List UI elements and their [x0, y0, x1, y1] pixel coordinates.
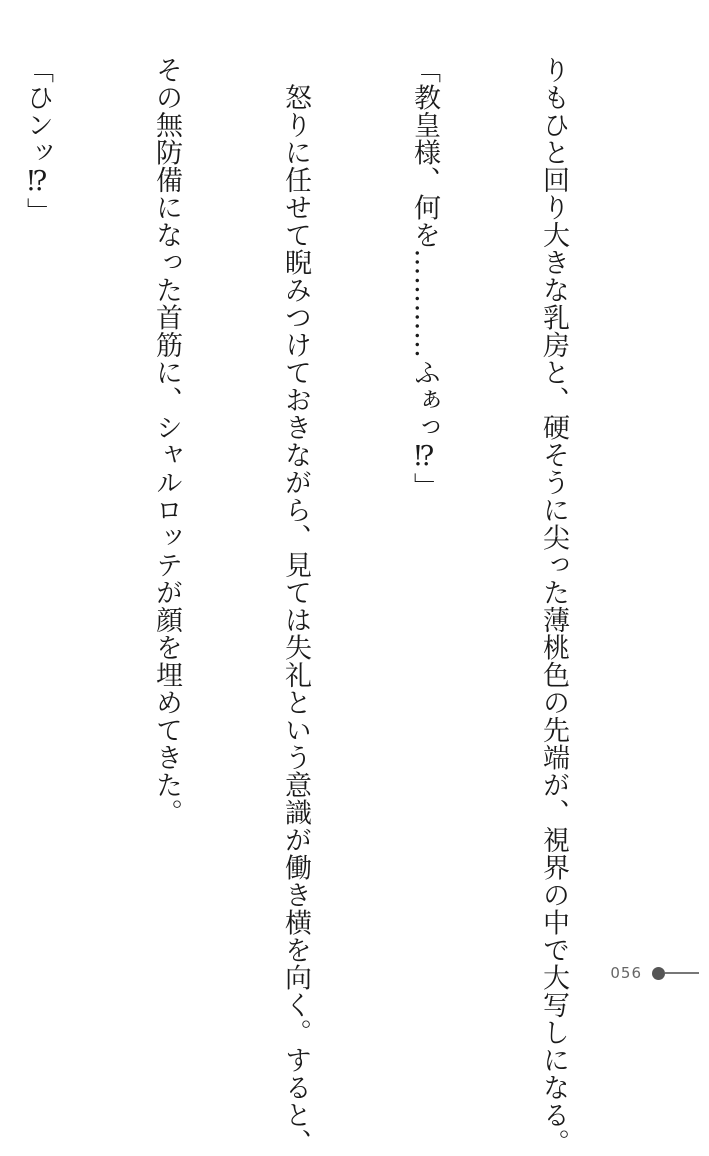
text-line: 「教皇様、何を…………ふぁっ⁉」 [409, 56, 440, 500]
footer-dot-icon [652, 967, 665, 980]
page-number: 056 [610, 964, 642, 982]
page-footer [610, 964, 699, 982]
footer-rule [665, 972, 699, 974]
text-line: その無防備になった首筋に、シャルロッテが顔を埋めてきた。 [151, 56, 182, 826]
text-line: 「ひンッ⁉」 [22, 56, 53, 225]
text-line: りもひと回り大きな乳房と、硬そうに尖った薄桃色の先端が、視界の中で大写しになる。 [538, 56, 569, 1156]
text-line: 怒りに任せて睨みつけておきながら、見ては失礼という意識が働き横を向く。すると、 [280, 56, 311, 1156]
